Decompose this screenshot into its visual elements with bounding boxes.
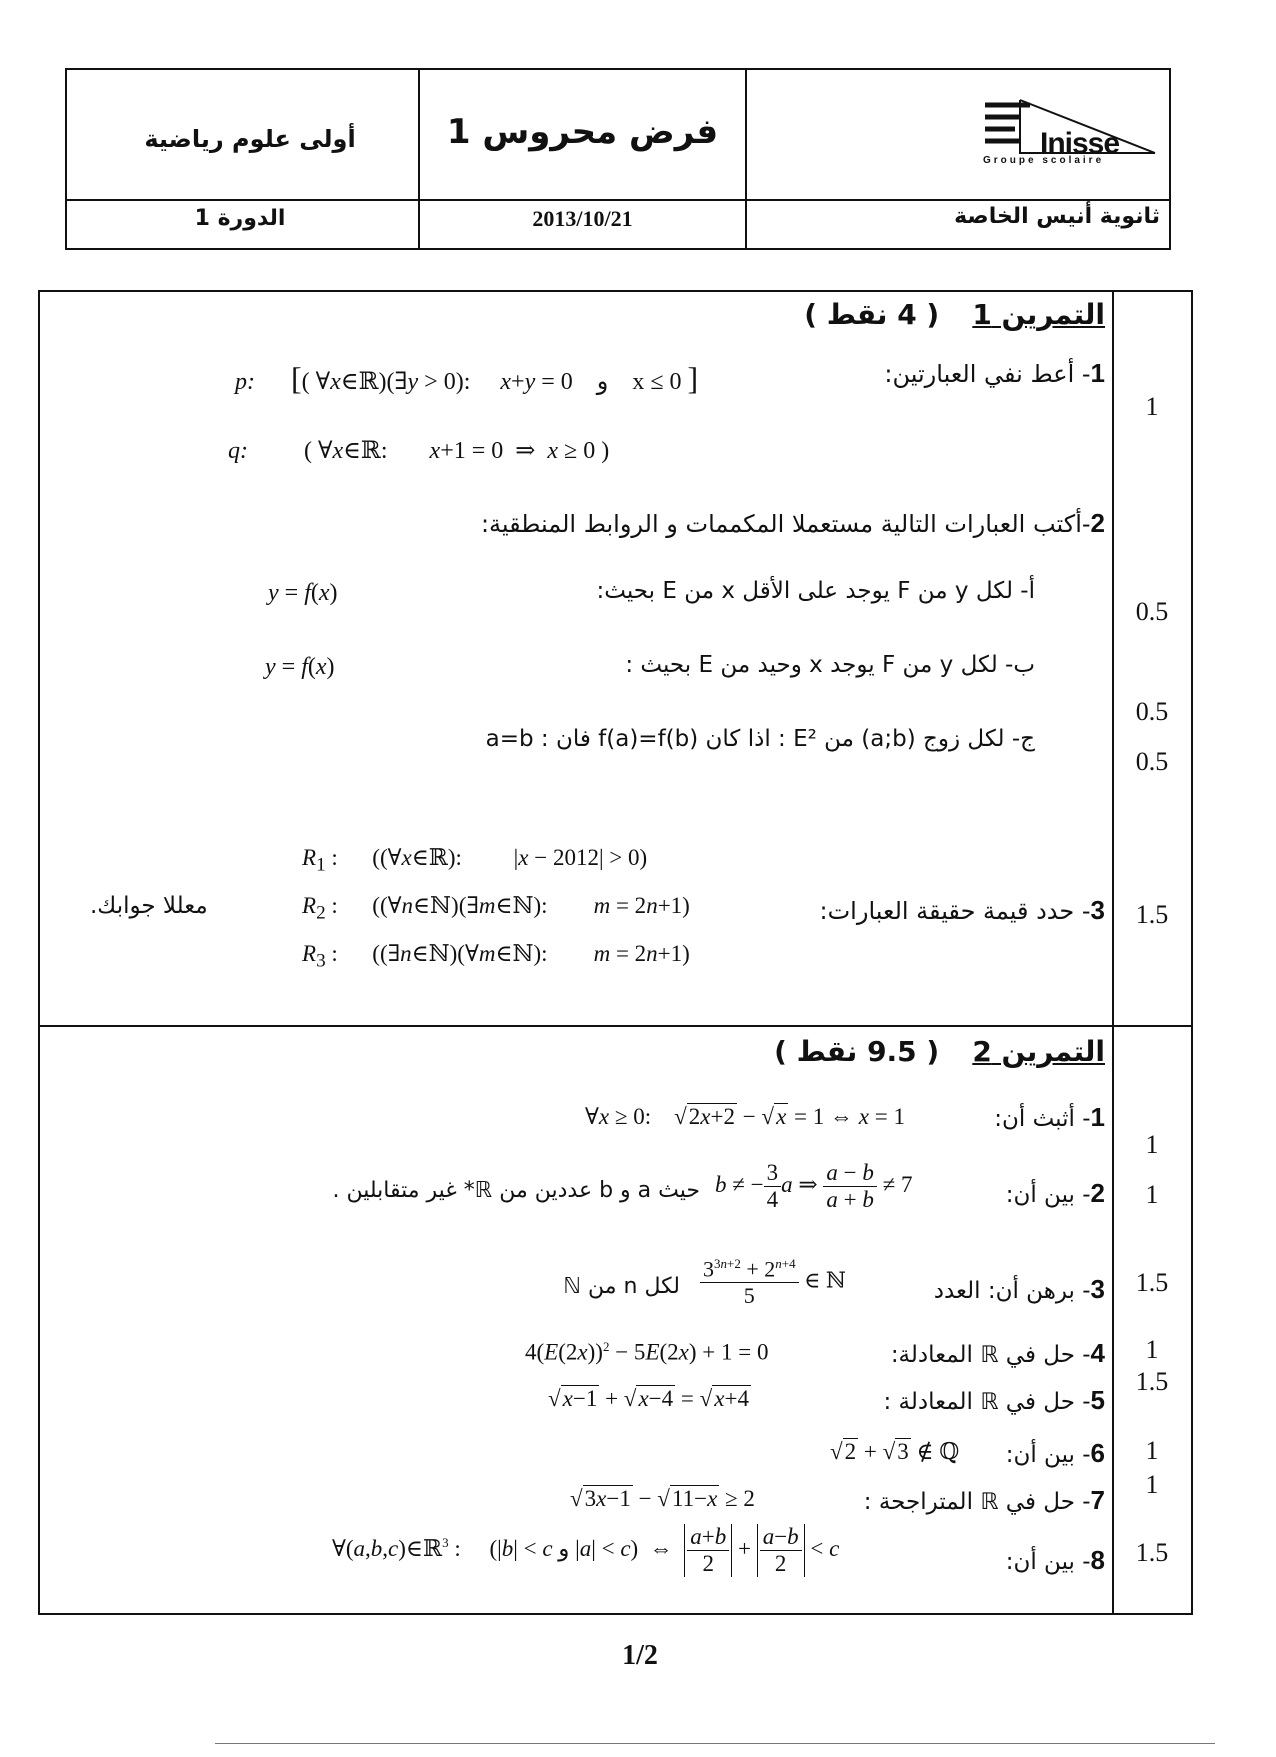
level-label: أولى علوم رياضية (144, 125, 356, 153)
ex2-score: 1 (1145, 1436, 1159, 1465)
ex1-q3-justify: معللا جوابك. (90, 893, 208, 919)
ex1-q2-a-formula: y = f(x) (268, 580, 338, 606)
exam-date: 2013/10/21 (532, 206, 633, 231)
ex2-q3-formula: $\frac{3^{3n+2} + 2^{n+4}}{5}$ ∈ ℕ (700, 1256, 846, 1309)
exercise1-title: التمرين 1 (972, 298, 1105, 331)
ex2-q4-formula: $4(E(2x))^2 - 5E(2x) + 1 = 0$ (525, 1339, 769, 1365)
ex1-score: 0.5 (1135, 747, 1169, 776)
ex1-q1-q: q: ( ∀x∈ℝ: x+1 = 0 ⇒ x ≥ 0 ) (228, 438, 610, 464)
ex1-q2-label: -أكتب العبارات التالية مستعملا المكممات و الروابط المنطقية:2 (480, 508, 1105, 538)
ex2-q3-tail: لكل n من ℕ (563, 1274, 680, 1299)
logo-text: Inisse (1040, 127, 1120, 160)
ex2-q7-formula: √3x−1 − √11−x ≥ 2 (570, 1486, 755, 1511)
page-number: 1/2 (622, 1640, 658, 1671)
ex2-q8-formula: ∀(a,b,c)∈ℝ$^3$ : (|b| < c و |a| < c) ⇔ $\frac{a+b}{2}$ + $\frac{a-b}{2}$ < c (332, 1524, 840, 1576)
ex2-q1-formula: ∀x ≥ 0: √2x+2 − √x = 1 ⇔ x = 1 (585, 1104, 905, 1129)
exercise1-points: ( 4 نقط ) (804, 298, 940, 331)
school-logo (975, 95, 1165, 170)
session-label: الدورة 1 (194, 206, 286, 231)
ex1-score: 1 (1145, 392, 1159, 421)
ex2-q5-formula: √x−1 + √x−4 = √x+4 (548, 1386, 749, 1411)
ex1-score: 0.5 (1135, 697, 1169, 726)
ex1-q1-label: - أعط نفي العبارتين:1 (884, 358, 1105, 388)
exercise2-title: التمرين 2 (972, 1035, 1105, 1068)
ex1-q1-p: p: [( ∀x∈ℝ)(∃y > 0): x+y = 0 و x ≤ 0 ] (235, 360, 699, 396)
ex1-q3-r3: $R_3$ : ((∃n∈ℕ)(∀m∈ℕ): m = 2n+1) (302, 941, 690, 972)
ex2-q3-label: - برهن أن: العدد3 (933, 1274, 1105, 1304)
ex1-q2-a: أ- لكل y من F يوجد على الأقل x من E بحيث: (596, 578, 1035, 604)
ex2-q5-label: - حل في ℝ المعادلة :5 (883, 1385, 1105, 1415)
logo-subtext: Groupe scolaire (983, 155, 1105, 166)
ex1-q2-b-formula: y = f(x) (265, 654, 335, 680)
ex1-score: 1.5 (1135, 900, 1169, 929)
ex1-q3-r2: $R_2$ : ((∀n∈ℕ)(∃m∈ℕ): m = 2n+1) (302, 893, 690, 924)
ex1-score: 0.5 (1135, 597, 1169, 626)
ex1-q2-c: ج- لكل زوج (a;b) من E² : اذا كان f(a)=f(b) فان : a=b (485, 726, 1035, 752)
school-name: ثانوية أنيس الخاصة (954, 204, 1160, 229)
exercise1-heading (700, 298, 1105, 331)
ex2-q2-label: - بين أن:2 (1005, 1178, 1105, 1208)
exam-title: فرض محروس 1 (446, 112, 719, 152)
ex2-q2-formula: b ≠ − $\frac{3}{4}$ a ⇒ $\frac{a - b}{a + b}$ ≠ 7 (715, 1160, 913, 1212)
ex2-score: 1 (1145, 1180, 1159, 1209)
ex2-score: 1 (1145, 1335, 1159, 1364)
ex2-score: 1.5 (1135, 1367, 1169, 1396)
ex2-score: 1.5 (1135, 1538, 1169, 1567)
ex2-score: 1.5 (1135, 1268, 1169, 1297)
ex2-q8-label: - بين أن:8 (1005, 1545, 1105, 1575)
ex2-score: 1 (1145, 1470, 1159, 1499)
ex1-q3-r1: $R_1$ : ((∀x∈ℝ): |x − 2012| > 0) (302, 845, 648, 876)
ex2-q6-formula: √2 + √3 ∉ ℚ (830, 1439, 960, 1464)
ex2-q7-label: - حل في ℝ المتراجحة :7 (863, 1485, 1105, 1515)
ex2-score: 1 (1145, 1130, 1159, 1159)
ex2-q6-label: - بين أن:6 (1005, 1438, 1105, 1468)
exercise2-points: ( 9.5 نقط ) (774, 1035, 940, 1068)
ex1-q2-b: ب- لكل y من F يوجد x وحيد من E بحيث : (625, 652, 1035, 678)
ex1-q3-label: - حدد قيمة حقيقة العبارات:3 (819, 895, 1105, 925)
exercise2-heading (700, 1035, 1105, 1068)
ex2-q1-label: - أثبث أن:1 (994, 1102, 1105, 1132)
ex2-q2-tail: حيث a و b عددين من ℝ* غير متقابلين . (332, 1178, 700, 1203)
ex2-q4-label: - حل في ℝ المعادلة:4 (890, 1338, 1105, 1368)
